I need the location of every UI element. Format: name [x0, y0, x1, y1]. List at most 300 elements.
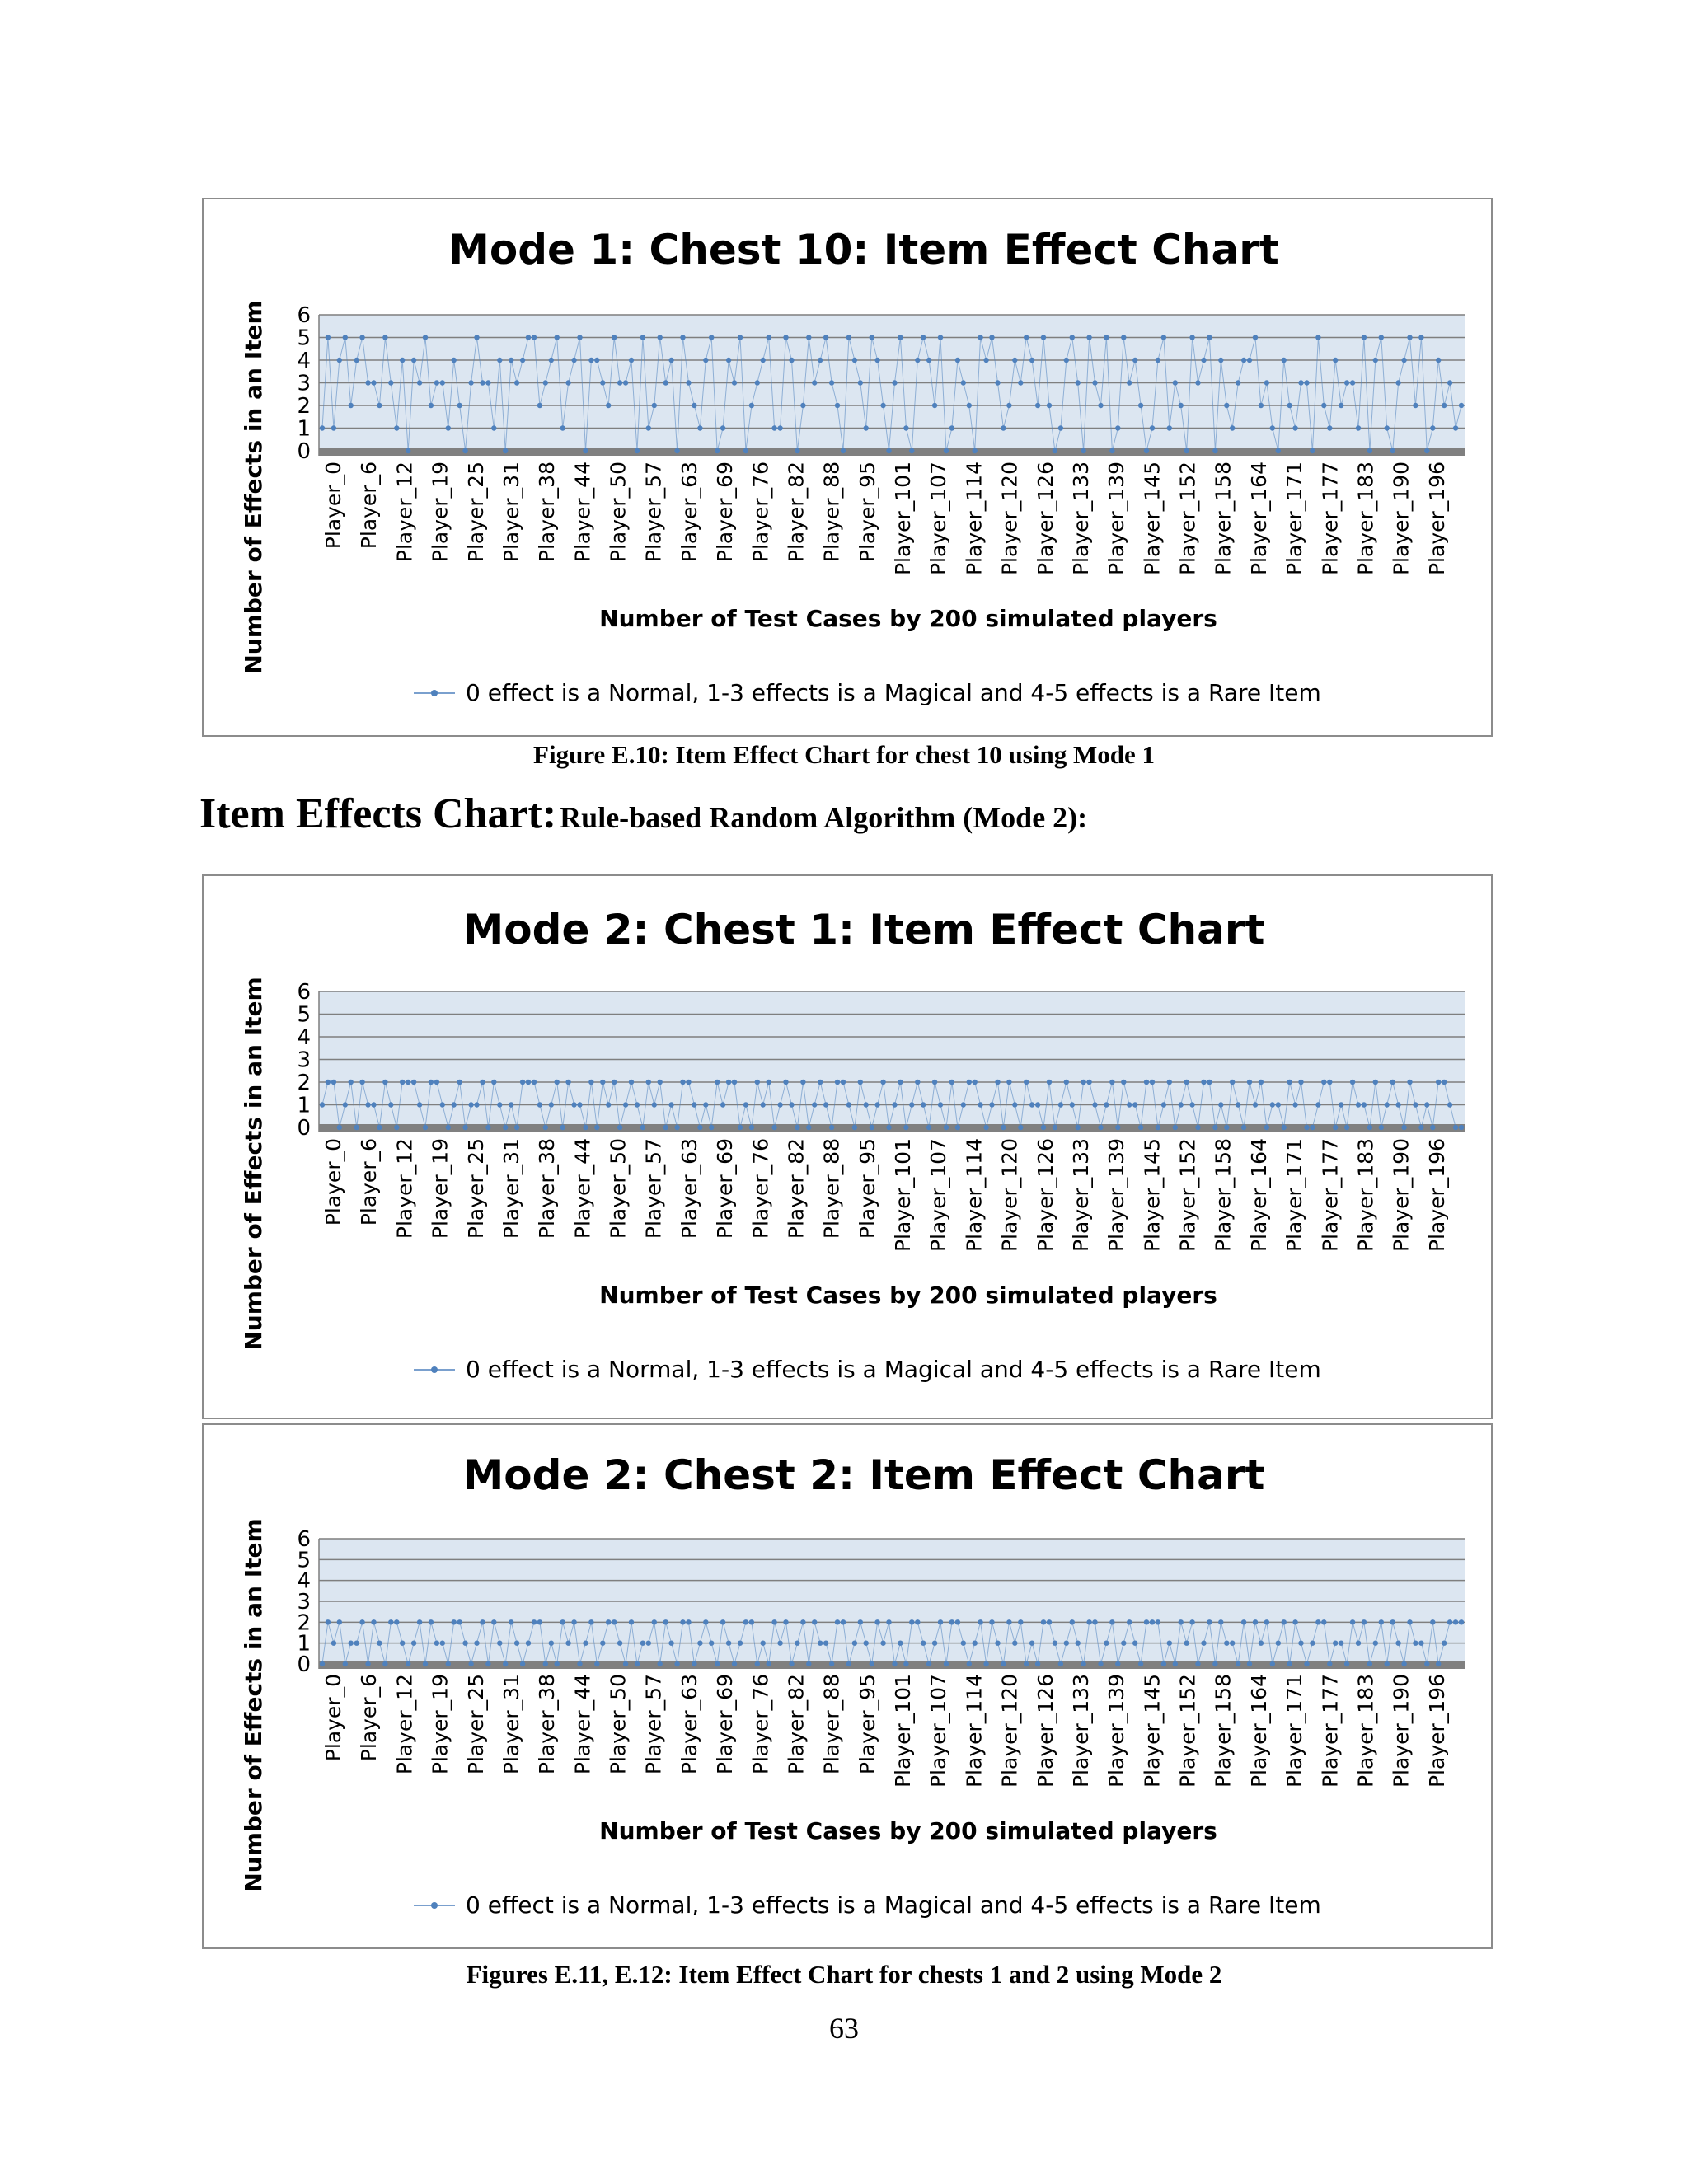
data-point [1453, 1619, 1458, 1624]
data-point [377, 1125, 382, 1130]
data-point [1138, 1125, 1143, 1130]
data-point [1367, 1661, 1372, 1666]
x-tick-label: Player_95 [855, 1138, 879, 1240]
data-point [1298, 1641, 1303, 1646]
data-point [852, 1125, 857, 1130]
data-point [1018, 1125, 1023, 1130]
data-point [1081, 448, 1085, 453]
data-point [771, 1125, 776, 1130]
x-tick-label: Player_44 [570, 1138, 595, 1240]
data-point [532, 1619, 537, 1624]
data-point [1018, 380, 1023, 385]
data-point [915, 1080, 920, 1085]
data-point [365, 1102, 370, 1107]
data-point [1282, 1619, 1287, 1624]
data-point [835, 1080, 840, 1085]
data-point [382, 335, 387, 340]
data-point [1189, 1619, 1194, 1624]
data-point [468, 1102, 473, 1107]
data-point [680, 1080, 685, 1085]
data-point [491, 425, 496, 430]
data-point [886, 1125, 891, 1130]
data-point [526, 1641, 531, 1646]
data-point [989, 1619, 994, 1624]
y-tick-label: 2 [297, 1071, 311, 1095]
data-point [560, 1125, 565, 1130]
x-tick-label: Player_25 [463, 1138, 488, 1240]
x-tick-label: Player_183 [1353, 1674, 1378, 1788]
data-point [1070, 335, 1075, 340]
data-point [870, 1661, 874, 1666]
data-point [795, 448, 799, 453]
data-point [800, 1619, 805, 1624]
x-tick-label: Player_12 [392, 1674, 417, 1775]
data-point [864, 1102, 869, 1107]
data-point [771, 425, 776, 430]
data-point [1212, 448, 1217, 453]
data-point [835, 403, 840, 408]
data-point [1179, 403, 1184, 408]
data-point [423, 1125, 428, 1130]
data-point [577, 335, 582, 340]
data-point [898, 1641, 903, 1646]
data-point [468, 380, 473, 385]
data-point [1442, 1080, 1447, 1085]
data-point [1276, 1641, 1281, 1646]
data-point [1041, 335, 1046, 340]
data-point [457, 403, 462, 408]
y-tick-label: 3 [297, 371, 311, 396]
data-point [1236, 1102, 1240, 1107]
x-tick-label: Player_12 [392, 1138, 417, 1240]
data-point [1350, 380, 1355, 385]
data-point [1081, 1080, 1085, 1085]
data-point [806, 1125, 811, 1130]
data-point [983, 358, 988, 363]
data-point [749, 403, 754, 408]
data-point [1236, 1661, 1240, 1666]
data-point [1264, 1125, 1269, 1130]
data-point [612, 1080, 617, 1085]
data-point [835, 1619, 840, 1624]
data-point [1287, 403, 1292, 408]
data-point [658, 335, 663, 340]
data-point [1430, 1619, 1435, 1624]
data-point [692, 1102, 696, 1107]
data-point [555, 1080, 560, 1085]
y-tick-label: 4 [297, 1025, 311, 1050]
x-tick-label: Player_152 [1175, 462, 1200, 576]
data-point [755, 380, 760, 385]
y-tick-label: 6 [297, 1527, 311, 1552]
data-point [715, 1661, 720, 1666]
data-point [1156, 1619, 1160, 1624]
x-tick-label: Player_50 [606, 1138, 631, 1240]
data-point [326, 335, 331, 340]
data-point [995, 1641, 1000, 1646]
data-point [995, 1080, 1000, 1085]
data-point [800, 403, 805, 408]
data-point [474, 1641, 479, 1646]
data-point [921, 1102, 926, 1107]
data-point [349, 1080, 354, 1085]
chart-title: Mode 2: Chest 1: Item Effect Chart [462, 906, 1265, 954]
data-point [1195, 1661, 1200, 1666]
data-point [1304, 380, 1309, 385]
data-point [565, 1080, 570, 1085]
data-point [462, 1125, 467, 1130]
data-point [434, 1080, 439, 1085]
data-point [886, 448, 891, 453]
x-tick-label: Player_171 [1282, 1138, 1307, 1253]
x-tick-label: Player_139 [1104, 462, 1129, 576]
data-point [749, 1619, 754, 1624]
data-point [777, 1641, 782, 1646]
data-point [783, 335, 788, 340]
data-point [1259, 403, 1264, 408]
data-point [829, 380, 834, 385]
data-point [674, 448, 679, 453]
data-point [646, 1641, 651, 1646]
data-point [812, 380, 817, 385]
data-point [1459, 403, 1464, 408]
data-point [1001, 1125, 1006, 1130]
x-tick-label: Player_133 [1068, 462, 1093, 576]
data-point [474, 1102, 479, 1107]
data-point [600, 1641, 605, 1646]
data-point [709, 335, 714, 340]
data-point [623, 1102, 628, 1107]
x-tick-label: Player_76 [748, 462, 773, 563]
legend-label: 0 effect is a Normal, 1-3 effects is a Magical and 4-5 effects is a Rare Item [466, 1891, 1321, 1919]
data-point [955, 1619, 960, 1624]
data-point [738, 1641, 743, 1646]
data-point [1053, 1641, 1057, 1646]
data-point [909, 1619, 914, 1624]
data-point [623, 380, 628, 385]
data-point [1379, 1619, 1384, 1624]
chart-mode1-chest10 [202, 198, 1493, 737]
data-point [1401, 1661, 1406, 1666]
data-point [1315, 335, 1320, 340]
data-point [1224, 1641, 1229, 1646]
data-point [485, 1125, 490, 1130]
data-point [1413, 1102, 1418, 1107]
data-point [629, 1080, 634, 1085]
data-point [767, 335, 771, 340]
data-point [658, 1080, 663, 1085]
legend-marker [431, 1902, 438, 1909]
x-tick-label: Player_183 [1353, 462, 1378, 576]
data-point [1173, 1661, 1178, 1666]
data-point [1373, 1641, 1378, 1646]
data-point [1115, 1125, 1120, 1130]
x-tick-label: Player_19 [428, 1674, 452, 1775]
x-tick-label: Player_38 [535, 1674, 560, 1775]
data-point [663, 380, 668, 385]
x-tick-label: Player_95 [855, 1674, 879, 1775]
data-point [1247, 1661, 1252, 1666]
data-point [509, 358, 513, 363]
data-point [406, 1661, 410, 1666]
data-point [1395, 380, 1400, 385]
y-tick-label: 6 [297, 980, 311, 1005]
chart-mode2-chest2 [202, 1423, 1493, 1949]
data-point [1201, 1080, 1206, 1085]
data-point [1344, 1661, 1349, 1666]
data-point [1241, 1619, 1246, 1624]
data-point [400, 358, 405, 363]
data-point [1379, 335, 1384, 340]
x-tick-label: Player_114 [962, 462, 987, 576]
data-point [543, 1125, 548, 1130]
data-point [989, 335, 994, 340]
data-point [503, 448, 508, 453]
data-point [1395, 1102, 1400, 1107]
data-point [663, 1619, 668, 1624]
data-point [880, 403, 885, 408]
x-tick-label: Player_31 [499, 462, 523, 563]
x-tick-label: Player_164 [1246, 1138, 1271, 1253]
x-tick-label: Player_88 [819, 462, 844, 563]
x-tick-label: Player_95 [855, 462, 879, 563]
data-point [1418, 1125, 1423, 1130]
data-point [1058, 425, 1063, 430]
data-point [1132, 1641, 1137, 1646]
data-point [680, 1619, 685, 1624]
x-tick-label: Player_126 [1033, 462, 1057, 576]
data-point [1086, 335, 1091, 340]
data-point [1282, 358, 1287, 363]
data-point [600, 1080, 605, 1085]
x-tick-label: Player_44 [570, 462, 595, 563]
data-point [326, 1619, 331, 1624]
data-point [1310, 1125, 1315, 1130]
data-point [1321, 403, 1326, 408]
x-tick-label: Player_114 [962, 1138, 987, 1253]
y-axis-label: Number of Effects in an Item [240, 1518, 267, 1892]
x-tick-label: Player_57 [641, 1138, 666, 1240]
data-point [349, 403, 354, 408]
data-point [1287, 1080, 1292, 1085]
data-point [406, 448, 410, 453]
data-point [1035, 403, 1040, 408]
data-point [1150, 1619, 1155, 1624]
data-point [1298, 1080, 1303, 1085]
x-tick-label: Player_196 [1424, 1138, 1449, 1253]
x-tick-label: Player_57 [641, 1674, 666, 1775]
data-point [1350, 1080, 1355, 1085]
y-tick-label: 5 [297, 1548, 311, 1573]
data-point [1373, 358, 1378, 363]
data-point [767, 1661, 771, 1666]
data-point [1367, 448, 1372, 453]
data-point [1304, 1125, 1309, 1130]
data-point [967, 1661, 972, 1666]
data-point [331, 1080, 336, 1085]
data-point [480, 1619, 485, 1624]
data-point [1413, 1641, 1418, 1646]
data-point [738, 1125, 743, 1130]
data-point [1430, 425, 1435, 430]
section-heading-main: Item Effects Chart: [199, 790, 557, 837]
data-point [755, 1661, 760, 1666]
floor-band [319, 448, 1465, 456]
data-point [429, 1619, 434, 1624]
x-tick-label: Player_63 [677, 1674, 701, 1775]
data-point [354, 1641, 359, 1646]
data-point [1109, 448, 1114, 453]
data-point [720, 1619, 725, 1624]
data-point [795, 1641, 799, 1646]
x-tick-label: Player_25 [463, 462, 488, 563]
data-point [1339, 1641, 1343, 1646]
y-tick-label: 3 [297, 1590, 311, 1615]
data-point [1321, 1080, 1326, 1085]
data-point [594, 1661, 599, 1666]
data-point [480, 380, 485, 385]
data-point [594, 358, 599, 363]
data-point [1247, 1080, 1252, 1085]
x-tick-label: Player_31 [499, 1138, 523, 1240]
data-point [497, 1641, 502, 1646]
data-point [1058, 1661, 1063, 1666]
data-point [549, 1102, 554, 1107]
x-tick-label: Player_183 [1353, 1138, 1378, 1253]
data-point [635, 1661, 640, 1666]
data-point [944, 1661, 949, 1666]
data-point [1292, 425, 1297, 430]
data-point [652, 403, 657, 408]
x-tick-label: Player_158 [1211, 1138, 1236, 1253]
data-point [1184, 448, 1189, 453]
data-point [1121, 1080, 1126, 1085]
data-point [1024, 1080, 1029, 1085]
x-tick-label: Player_12 [392, 462, 417, 563]
data-point [514, 1641, 519, 1646]
data-point [864, 1641, 869, 1646]
x-tick-label: Player_88 [819, 1138, 844, 1240]
x-tick-label: Player_177 [1318, 462, 1343, 576]
data-point [1373, 1080, 1378, 1085]
x-tick-label: Player_114 [962, 1674, 987, 1788]
data-point [377, 1641, 382, 1646]
chart-svg [204, 876, 1491, 1418]
data-point [652, 1102, 657, 1107]
data-point [646, 1080, 651, 1085]
data-point [909, 448, 914, 453]
data-point [755, 1080, 760, 1085]
data-point [440, 380, 445, 385]
data-point [491, 1080, 496, 1085]
section-heading [199, 790, 1087, 838]
data-point [1270, 1102, 1275, 1107]
data-point [1047, 1080, 1052, 1085]
data-point [846, 335, 851, 340]
data-point [761, 1641, 766, 1646]
data-point [1098, 1125, 1103, 1130]
x-tick-label: Player_50 [606, 1674, 631, 1775]
data-point [812, 1619, 817, 1624]
data-point [1207, 335, 1212, 340]
data-point [783, 1619, 788, 1624]
data-point [715, 448, 720, 453]
data-point [1253, 335, 1258, 340]
data-point [617, 380, 622, 385]
data-point [1276, 448, 1281, 453]
data-point [874, 1102, 879, 1107]
data-point [1327, 1661, 1332, 1666]
data-point [921, 1641, 926, 1646]
data-point [1230, 1641, 1235, 1646]
data-point [658, 1661, 663, 1666]
data-point [1184, 1080, 1189, 1085]
data-point [1138, 403, 1143, 408]
data-point [726, 1080, 731, 1085]
data-point [1390, 1080, 1395, 1085]
data-point [1259, 1641, 1264, 1646]
data-point [1270, 1661, 1275, 1666]
data-point [349, 1641, 354, 1646]
chart-title: Mode 2: Chest 2: Item Effect Chart [462, 1451, 1265, 1499]
data-point [1292, 1619, 1297, 1624]
x-tick-label: Player_69 [713, 462, 738, 563]
data-point [903, 1125, 908, 1130]
data-point [400, 1080, 405, 1085]
data-point [1104, 1641, 1109, 1646]
data-point [829, 1125, 834, 1130]
x-tick-label: Player_164 [1246, 462, 1271, 576]
x-tick-label: Player_177 [1318, 1138, 1343, 1253]
x-tick-label: Player_190 [1389, 1674, 1414, 1788]
chart-title: Mode 1: Chest 10: Item Effect Chart [448, 226, 1279, 274]
data-point [652, 1619, 657, 1624]
data-point [903, 425, 908, 430]
data-point [474, 335, 479, 340]
data-point [1053, 448, 1057, 453]
data-point [411, 1080, 416, 1085]
data-point [423, 335, 428, 340]
data-point [1086, 1619, 1091, 1624]
data-point [606, 1102, 611, 1107]
y-tick-label: 0 [297, 1652, 311, 1677]
data-point [1447, 1102, 1452, 1107]
data-point [1070, 1619, 1075, 1624]
data-point [485, 380, 490, 385]
data-point [635, 448, 640, 453]
data-point [1436, 1661, 1441, 1666]
data-point [950, 1619, 954, 1624]
data-point [1041, 1125, 1046, 1130]
data-point [1053, 1125, 1057, 1130]
data-point [326, 1080, 331, 1085]
data-point [543, 380, 548, 385]
data-point [892, 1102, 897, 1107]
x-tick-label: Player_139 [1104, 1674, 1129, 1788]
data-point [1407, 1619, 1412, 1624]
data-point [1058, 1102, 1063, 1107]
data-point [709, 1125, 714, 1130]
x-tick-label: Player_190 [1389, 1138, 1414, 1253]
x-tick-label: Player_126 [1033, 1674, 1057, 1788]
data-point [417, 1619, 422, 1624]
x-tick-label: Player_69 [713, 1674, 738, 1775]
data-point [417, 1102, 422, 1107]
floor-band [319, 1124, 1465, 1132]
data-point [1418, 1641, 1423, 1646]
data-point [1207, 1619, 1212, 1624]
data-point [594, 1125, 599, 1130]
